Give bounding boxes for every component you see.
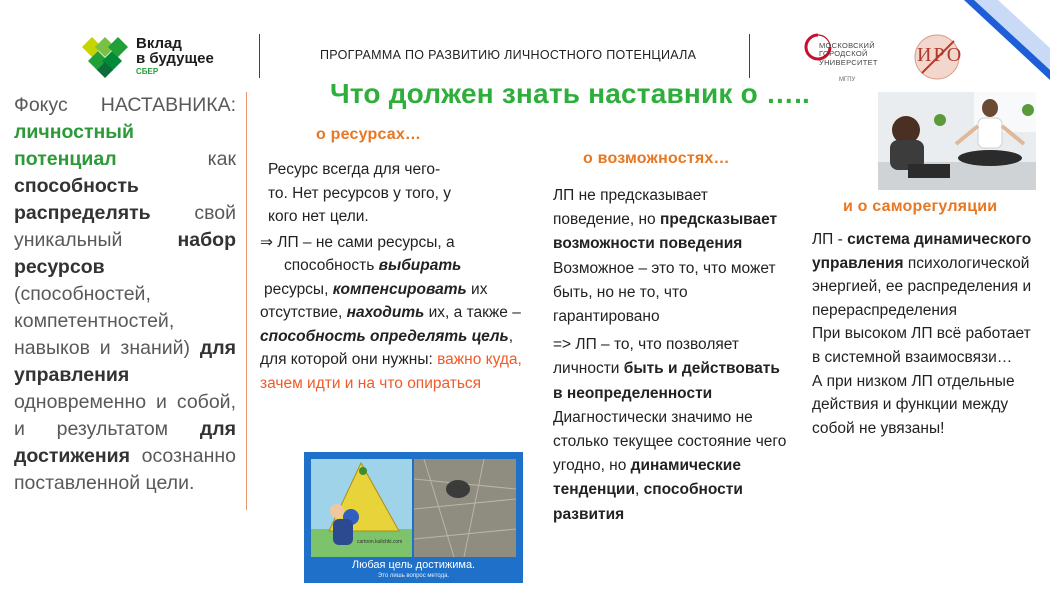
mgpu-logo	[803, 30, 883, 82]
text-fragment: способность	[284, 257, 379, 274]
heading-selfregulation: и о саморегуляции	[843, 198, 998, 215]
mgpu-line-1: МОСКОВСКИЙ	[819, 41, 875, 50]
vklad-logo	[78, 34, 218, 80]
possibilities-text	[553, 184, 788, 527]
text-fragment: Диагностически значимо не столько текущее состояние чего угодно, но	[553, 408, 787, 475]
iro-logo	[908, 33, 966, 81]
logo-title	[136, 36, 214, 66]
text-fragment: ЛП -	[812, 231, 848, 248]
focus-label: Фокус НАСТАВНИКА:	[14, 94, 236, 116]
cartoon-watermark: cartoon.kulichki.com	[357, 539, 403, 545]
selfregulation-text	[812, 228, 1037, 440]
heading-resources: о ресурсах…	[316, 126, 422, 143]
compensate-term: компенсировать	[332, 280, 467, 298]
uncertainty-term: быть и действовать в неопределенности	[553, 360, 780, 402]
define-goal-term: способность определять цель	[260, 327, 509, 345]
resources-line-1: Ресурс всегда для чего-	[268, 161, 441, 178]
program-title: ПРОГРАММА ПО РАЗВИТИЮ ЛИЧНОСТНОГО ПОТЕНЦИАЛА	[320, 48, 697, 62]
needle-photo-panel	[414, 459, 516, 557]
office-stress-photo	[878, 92, 1036, 190]
cartoon-image	[304, 452, 523, 583]
text-fragment: (способностей, компетентностей, навыков и знаний)	[14, 283, 200, 359]
dynamic-control-term: система динамического управления	[812, 231, 1032, 272]
resources-line-2: то. Нет ресурсов у того, у	[268, 184, 452, 202]
text-fragment: , для которой они нужны:	[260, 327, 514, 368]
development-abilities-term: способности развития	[553, 481, 743, 523]
text-fragment: ресурсы,	[264, 280, 333, 298]
for-achievement-term: для достижения	[14, 418, 236, 467]
mgpu-abbr: МГПУ	[839, 77, 856, 83]
header-divider-right	[749, 34, 750, 78]
resource-set-term: набор ресурсов	[14, 229, 236, 278]
text-fragment: свой уникальный	[14, 202, 236, 251]
text-fragment: Возможное – это то, что может быть, но не то, что гарантировано	[553, 259, 776, 326]
text-fragment: одновременно и собой, и результатом	[14, 391, 236, 440]
mgpu-line-2: ГОРОДСКОЙ	[819, 49, 868, 59]
page-title: Что должен знать наставник о …..	[330, 78, 811, 109]
green-diamonds-icon	[78, 34, 132, 80]
mgpu-line-3: УНИВЕРСИТЕТ	[819, 57, 878, 67]
for-management-term: для управления	[14, 337, 236, 386]
mgpu-name	[819, 42, 878, 67]
text-fragment: как	[116, 148, 236, 170]
text-fragment: их отсутствие,	[260, 280, 488, 321]
low-lp-note: А при низком ЛП отдельные действия и функции между собой не увязаны!	[812, 372, 1015, 437]
high-lp-note: При высоком ЛП всё работает в системной взаимосвязи…	[812, 325, 1031, 366]
resources-text	[260, 158, 528, 395]
find-term: находить	[346, 304, 425, 321]
text-fragment: => ЛП – то, что позволяет личности	[553, 336, 739, 378]
haystack-cartoon-panel	[311, 459, 412, 557]
cartoon-subcaption: Это лишь вопрос метода.	[377, 573, 450, 579]
mentor-focus-text	[14, 92, 236, 497]
logo-line-2: в будущее	[136, 50, 214, 67]
text-fragment: их, а также –	[424, 304, 521, 321]
personal-potential-term: личностный потенциал	[14, 121, 134, 170]
predicts-possibilities-term: предсказывает возможности поведения	[553, 211, 778, 253]
iro-letters: ИРО	[917, 44, 964, 66]
resources-paragraph	[260, 231, 528, 396]
ability-term: способность распределять	[14, 175, 151, 224]
corner-decoration	[964, 0, 1050, 80]
implies-arrow-icon: ⇒	[260, 233, 273, 251]
dynamic-trends-term: динамические тенденции	[553, 457, 741, 499]
sber-label: СБЕР	[136, 67, 159, 76]
choose-term: выбирать	[378, 257, 462, 274]
text-fragment: психологической энергией, ее распределения и перераспределения	[812, 254, 1032, 319]
resources-line-3: кого нет цели.	[268, 208, 369, 225]
text-fragment: осознанно поставленной цели.	[14, 445, 236, 494]
logo-line-1: Вклад	[136, 35, 182, 52]
cartoon-caption: Любая цель достижима.	[351, 559, 476, 571]
text-fragment: ЛП – не сами ресурсы, а	[273, 233, 455, 251]
text-fragment: ЛП не предсказывает поведение, но	[553, 187, 708, 229]
left-column-divider	[246, 92, 247, 510]
text-fragment: ,	[634, 481, 644, 499]
important-note: важно куда, зачем идти и на что опираться	[260, 351, 522, 392]
header-divider-left	[259, 34, 260, 78]
heading-possibilities: о возможностях…	[583, 150, 730, 167]
